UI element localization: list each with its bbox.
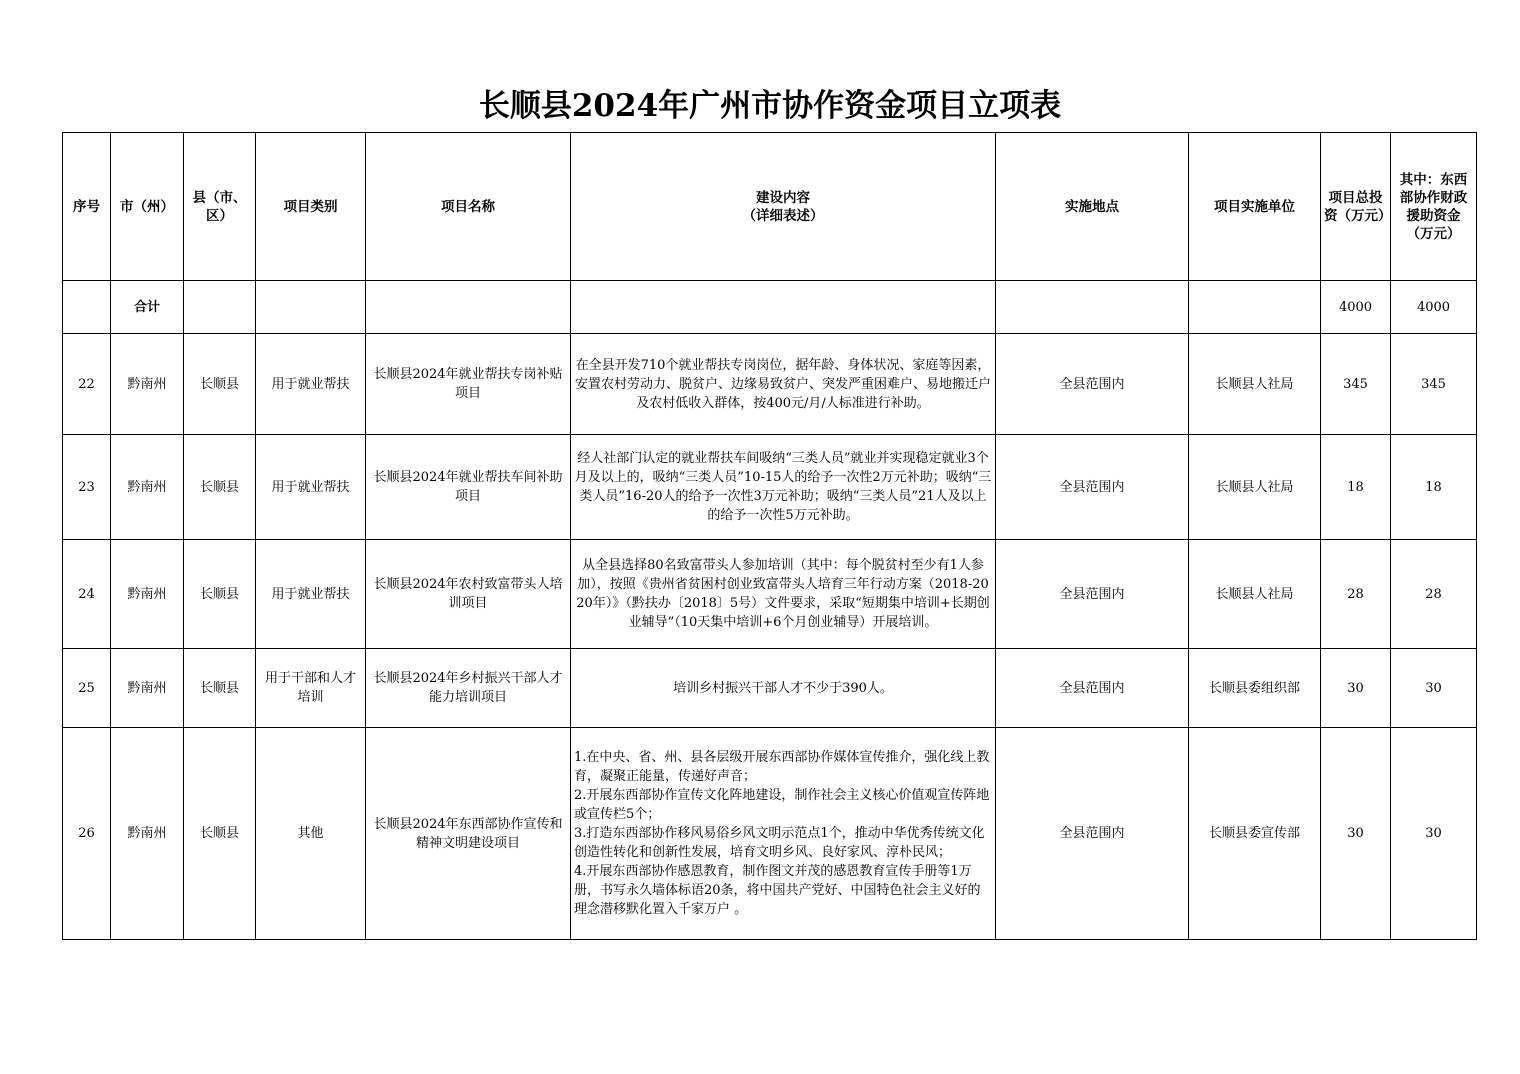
row-location: 全县范围内 (996, 649, 1189, 728)
row-total: 18 (1321, 435, 1391, 540)
total-empty (366, 281, 571, 334)
row-category: 其他 (256, 728, 366, 940)
row-seq: 23 (63, 435, 111, 540)
row-unit: 长顺县人社局 (1189, 334, 1321, 435)
total-fund: 4000 (1391, 281, 1477, 334)
row-seq: 26 (63, 728, 111, 940)
row-seq: 24 (63, 540, 111, 649)
header-city: 市（州） (111, 133, 184, 281)
total-investment: 4000 (1321, 281, 1391, 334)
table-row (63, 728, 1477, 940)
total-empty (256, 281, 366, 334)
total-row (63, 281, 1477, 334)
row-name: 长顺县2024年乡村振兴干部人才能力培训项目 (366, 649, 571, 728)
row-content: 培训乡村振兴干部人才不少于390人。 (571, 649, 996, 728)
header-unit: 项目实施单位 (1189, 133, 1321, 281)
header-fund: 其中：东西部协作财政援助资金（万元） (1391, 133, 1477, 281)
total-empty (1189, 281, 1321, 334)
table-row (63, 649, 1477, 728)
row-fund: 345 (1391, 334, 1477, 435)
row-total: 345 (1321, 334, 1391, 435)
row-content: 经人社部门认定的就业帮扶车间吸纳“三类人员”就业并实现稳定就业3个月及以上的，吸纳“三类人员”10-15人的给予一次性2万元补助；吸纳“三类人员”16-20人的给予一次性3万元补助；吸纳“三类人员”21人及以上的给予一次性5万元补助。 (571, 435, 996, 540)
row-category: 用于就业帮扶 (256, 334, 366, 435)
row-county: 长顺县 (184, 540, 256, 649)
row-name: 长顺县2024年就业帮扶专岗补贴项目 (366, 334, 571, 435)
row-city: 黔南州 (111, 435, 184, 540)
row-name: 长顺县2024年就业帮扶车间补助项目 (366, 435, 571, 540)
row-unit: 长顺县人社局 (1189, 540, 1321, 649)
row-total: 30 (1321, 728, 1391, 940)
row-location: 全县范围内 (996, 728, 1189, 940)
row-seq: 22 (63, 334, 111, 435)
total-empty (571, 281, 996, 334)
row-fund: 30 (1391, 728, 1477, 940)
row-city: 黔南州 (111, 334, 184, 435)
row-fund: 28 (1391, 540, 1477, 649)
total-empty (996, 281, 1189, 334)
row-unit: 长顺县委组织部 (1189, 649, 1321, 728)
total-seq (63, 281, 111, 334)
header-total: 项目总投资（万元） (1321, 133, 1391, 281)
header-seq: 序号 (63, 133, 111, 281)
row-name: 长顺县2024年东西部协作宣传和精神文明建设项目 (366, 728, 571, 940)
row-content: 在全县开发710个就业帮扶专岗岗位，据年龄、身体状况、家庭等因素，安置农村劳动力、脱贫户、边缘易致贫户、突发严重困难户、易地搬迁户及农村低收入群体，按400元/月/人标准进行补助。 (571, 334, 996, 435)
table-row (63, 540, 1477, 649)
row-category: 用于就业帮扶 (256, 435, 366, 540)
row-location: 全县范围内 (996, 334, 1189, 435)
row-city: 黔南州 (111, 540, 184, 649)
row-county: 长顺县 (184, 334, 256, 435)
header-row (63, 133, 1477, 281)
total-label: 合计 (111, 281, 184, 334)
row-fund: 18 (1391, 435, 1477, 540)
row-county: 长顺县 (184, 649, 256, 728)
row-location: 全县范围内 (996, 540, 1189, 649)
row-total: 28 (1321, 540, 1391, 649)
header-county: 县（市、区） (184, 133, 256, 281)
table-row (63, 435, 1477, 540)
row-fund: 30 (1391, 649, 1477, 728)
table-row (63, 334, 1477, 435)
project-table (62, 132, 1477, 940)
total-empty (184, 281, 256, 334)
header-name: 项目名称 (366, 133, 571, 281)
row-unit: 长顺县委宣传部 (1189, 728, 1321, 940)
header-category: 项目类别 (256, 133, 366, 281)
row-seq: 25 (63, 649, 111, 728)
row-name: 长顺县2024年农村致富带头人培训项目 (366, 540, 571, 649)
row-content: 从全县选择80名致富带头人参加培训（其中：每个脱贫村至少有1人参加），按照《贵州省贫困村创业致富带头人培育三年行动方案（2018-2020年）》（黔扶办〔2018〕5号）文件要求，采取“短期集中培训+长期创业辅导”（10天集中培训+6个月创业辅导）开展培训。 (571, 540, 996, 649)
page-title: 长顺县2024年广州市协作资金项目立项表 (478, 88, 1062, 124)
header-location: 实施地点 (996, 133, 1189, 281)
row-county: 长顺县 (184, 435, 256, 540)
row-county: 长顺县 (184, 728, 256, 940)
row-unit: 长顺县人社局 (1189, 435, 1321, 540)
row-city: 黔南州 (111, 728, 184, 940)
row-category: 用于就业帮扶 (256, 540, 366, 649)
row-total: 30 (1321, 649, 1391, 728)
row-location: 全县范围内 (996, 435, 1189, 540)
header-content: 建设内容 （详细表述） (571, 133, 996, 281)
row-category: 用于干部和人才培训 (256, 649, 366, 728)
row-city: 黔南州 (111, 649, 184, 728)
row-content: 1.在中央、省、州、县各层级开展东西部协作媒体宣传推介，强化线上教育，凝聚正能量，传递好声音； 2.开展东西部协作宣传文化阵地建设，制作社会主义核心价值观宣传阵地或宣传栏5个； 3.打造东西部协作移风易俗乡风文明示范点1个，推动中华优秀传统文化创造性转化和创新性发展，培育文明乡风、良好家风、淳朴民风； 4.开展东西部协作感恩教育，制作图文并茂的感恩教育宣传手册等1万册，书写永久墙体标语20条，将中国共产党好、中国特色社会主义好的理念潜移默化置入千家万户 。 (571, 728, 996, 940)
